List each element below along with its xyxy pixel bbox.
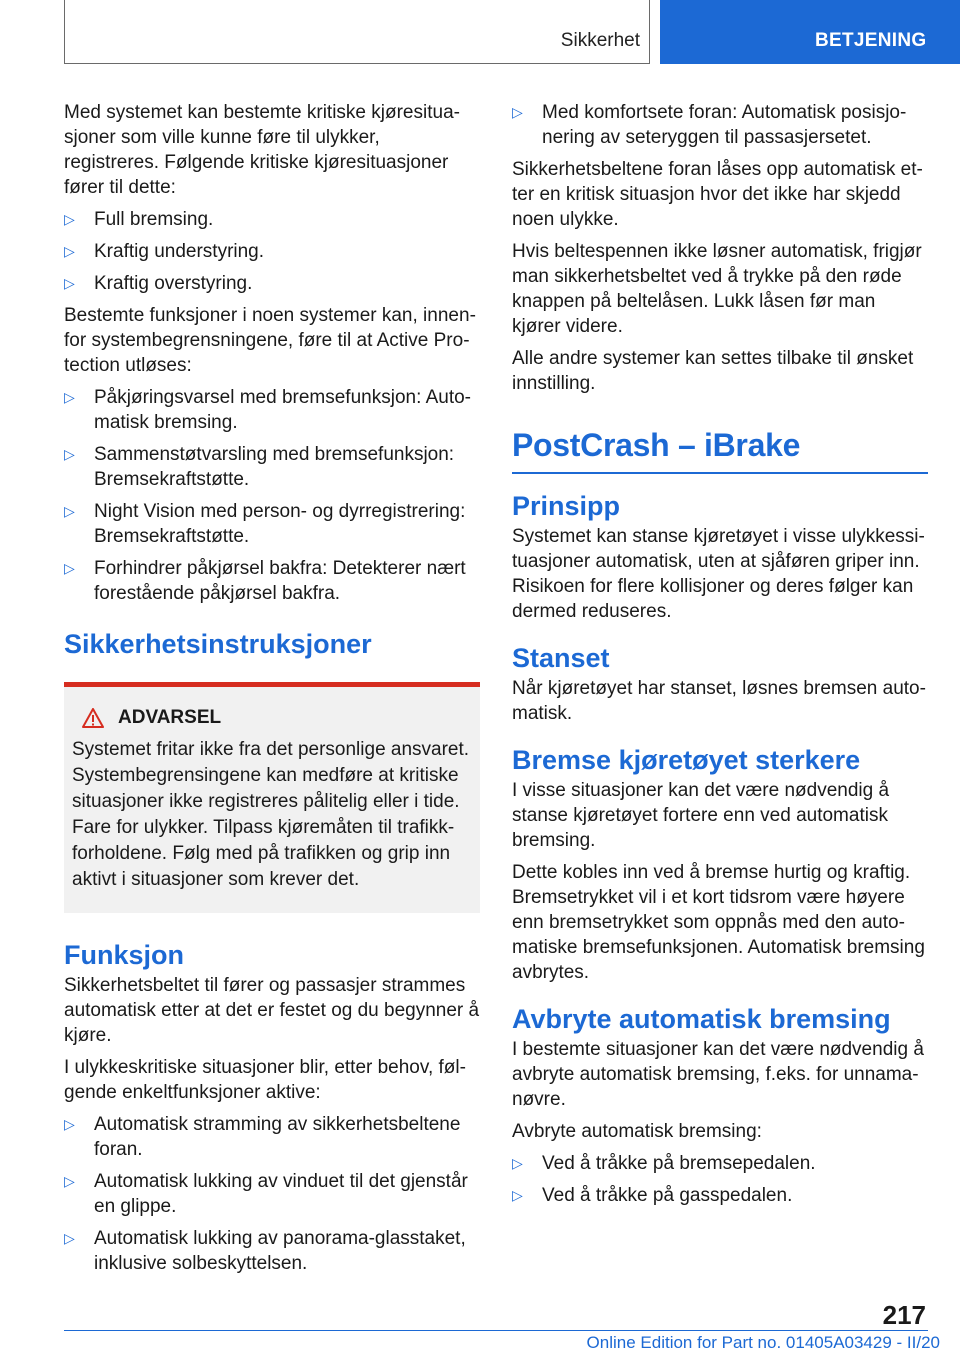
active-protection-list: [64, 385, 480, 606]
triangle-bullet-icon: ▷: [64, 211, 75, 227]
left-column: [64, 100, 480, 1283]
comfort-seat-list: [512, 100, 928, 150]
triangle-bullet-icon: ▷: [64, 446, 75, 462]
triangle-bullet-icon: ▷: [512, 1187, 523, 1203]
reset-systems-paragraph: Alle andre systemer kan settes tilbake til ønsket innstilling.: [512, 348, 914, 394]
list-item: ▷ Sammenstøtvarsling med bremsefunksjon: Bremsekraftstøtte.: [64, 444, 455, 490]
function-paragraph-2: I ulykkeskritiske situasjoner blir, etter behov, følgende enkeltfunksjoner aktive:: [64, 1057, 466, 1103]
belts-unlock-paragraph: Sikkerhetsbeltene foran låses opp automatisk etter en kritisk situasjon hvor det ikke har skjedd noen ulykke.: [512, 159, 923, 230]
triangle-bullet-icon: ▷: [64, 1230, 75, 1246]
list-item: ▷ Ved å tråkke på gasspedalen.: [512, 1185, 793, 1206]
brake-harder-heading: Bremse kjøretøyet sterkere: [512, 745, 861, 775]
intro-paragraph: Med systemet kan bestemte kritiske kjøresituasjoner som ville kunne føre til ulykker, registreres. Følgende kritiske kjøresituasjoner fører til dette:: [64, 102, 460, 198]
triangle-bullet-icon: ▷: [512, 1155, 523, 1171]
principle-heading: Prinsipp: [512, 491, 621, 521]
right-column: [512, 100, 928, 1215]
triangle-bullet-icon: ▷: [64, 1116, 75, 1132]
header-section-title: Sikkerhet: [560, 30, 640, 51]
list-item: ▷ Full bremsing.: [64, 209, 214, 230]
header-chapter-tab[interactable]: BETJENING: [660, 0, 960, 64]
triangle-bullet-icon: ▷: [64, 503, 75, 519]
stopped-heading: Stanset: [512, 643, 610, 673]
warning-text: Systemet fritar ikke fra det personlige ansvaret. Systembegrensingene kan medføre at kritiske situasjoner ikke registreres pålitelig eller i tide. Fare for ulykker. Tilpass kjøremåten til trafikkforholdene. Følg med på trafikken og grip inn aktivt i situasjoner som krever det.: [72, 739, 470, 890]
function-paragraph-1: Sikkerhetsbeltet til fører og passasjer strammes automatisk etter at det er festet og du begynner å kjøre.: [64, 975, 480, 1046]
triangle-bullet-icon: ▷: [64, 1173, 75, 1189]
list-item: ▷ Påkjøringsvarsel med bremsefunksjon: Automatisk bremsing.: [64, 387, 471, 433]
footer-edition-link[interactable]: Online Edition for Part no. 01405A03429 - II/20: [586, 1333, 940, 1352]
list-item: ▷ Automatisk lukking av panorama-glasstaket, inklusive solbeskyttelsen.: [64, 1228, 466, 1274]
brake-harder-paragraph-2: Dette kobles inn ved å bremse hurtig og kraftig. Bremsetrykket vil i et kort tidsrom være høyere enn bremsetrykket som oppnås med den automatiske bremsefunksjonen. Automatisk bremsing avbrytes.: [512, 862, 925, 983]
triangle-bullet-icon: ▷: [64, 275, 75, 291]
stopped-paragraph: Når kjøretøyet har stanset, løsnes bremsen automatisk.: [512, 678, 926, 724]
abort-braking-paragraph-1: I bestemte situasjoner kan det være nødvendig å avbryte automatisk bremsing, f.eks. for unnamanøvre.: [512, 1039, 924, 1110]
page-number: 217: [882, 1300, 926, 1330]
list-item: ▷ Kraftig understyring.: [64, 241, 265, 262]
triangle-bullet-icon: ▷: [64, 389, 75, 405]
triangle-bullet-icon: ▷: [512, 104, 523, 120]
abort-braking-paragraph-2: Avbryte automatisk bremsing:: [512, 1121, 762, 1142]
triangle-bullet-icon: ▷: [64, 560, 75, 576]
list-item: ▷ Forhindrer påkjørsel bakfra: Detekterer nært forestående påkjørsel bakfra.: [64, 558, 466, 604]
triangle-bullet-icon: ▷: [64, 243, 75, 259]
functions-paragraph: Bestemte funksjoner i noen systemer kan, innenfor systembegrensningene, føre til at Active Protection utløses:: [64, 305, 476, 376]
list-item: ▷ Med komfortsete foran: Automatisk posisjonering av seteryggen til passasjersetet.: [512, 102, 907, 148]
abort-braking-list: [512, 1151, 928, 1208]
abort-braking-heading: Avbryte automatisk bremsing: [512, 1004, 891, 1034]
list-item: ▷ Automatisk stramming av sikkerhetsbeltene foran.: [64, 1114, 461, 1160]
list-item: ▷ Ved å tråkke på bremsepedalen.: [512, 1153, 816, 1174]
list-item: ▷ Night Vision med person- og dyrregistrering: Bremsekraftstøtte.: [64, 501, 466, 547]
critical-situations-list: [64, 207, 480, 296]
single-functions-list: [64, 1112, 480, 1276]
warning-box: [64, 682, 480, 913]
footer-divider: [64, 1330, 928, 1331]
list-item: ▷ Kraftig overstyring.: [64, 273, 253, 294]
safety-instructions-heading: Sikkerhetsinstruksjoner: [64, 629, 372, 659]
principle-paragraph: Systemet kan stanse kjøretøyet i visse ulykkessituasjoner automatisk, uten at sjåføren griper inn. Risikoen for flere kollisjoner og deres følger kan dermed reduseres.: [512, 526, 925, 622]
function-heading: Funksjon: [64, 940, 184, 970]
list-item: ▷ Automatisk lukking av vinduet til det gjenstår en glippe.: [64, 1171, 468, 1217]
warning-title: ADVARSEL: [72, 707, 472, 729]
brake-harder-paragraph-1: I visse situasjoner kan det være nødvendig å stanse kjøretøyet fortere enn ved automatisk bremsing.: [512, 780, 890, 851]
buckle-release-paragraph: Hvis beltespennen ikke løsner automatisk, frigjør man sikkerhetsbeltet ved å trykke på den røde knappen på beltelåsen. Lukk låsen før man kjører videre.: [512, 241, 922, 337]
warning-triangle-icon: [82, 708, 104, 728]
postcrash-heading: PostCrash – iBrake: [512, 426, 928, 474]
